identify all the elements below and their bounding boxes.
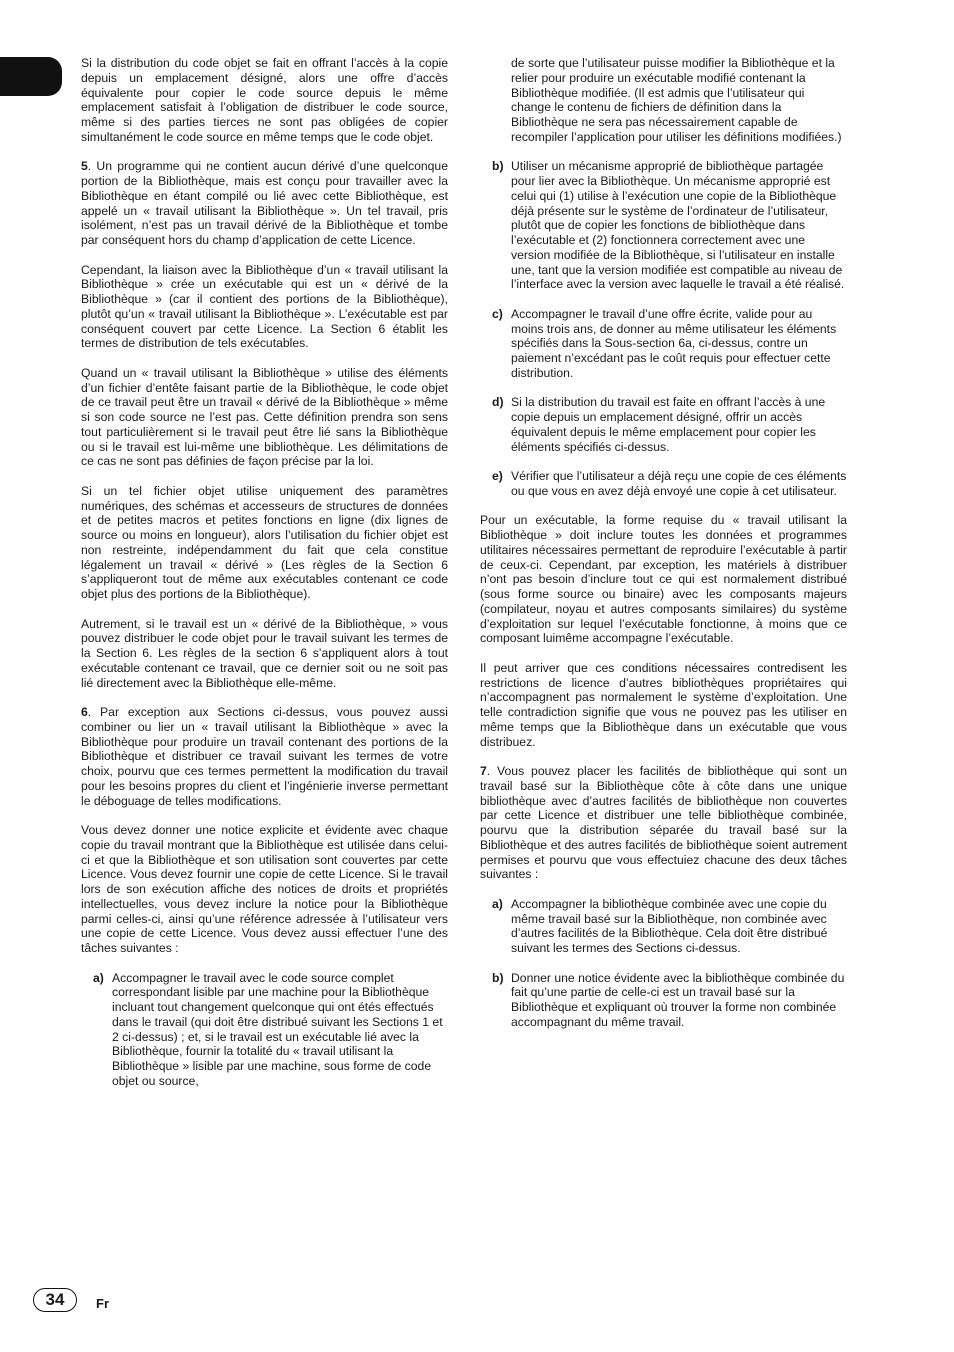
list-item-label: a) [492, 896, 503, 911]
paragraph: Pour un exécutable, la forme requise du « travail utilisant la Bibliothèque » doit inclure toutes les données et programmes utilitaires nécessaires permettant de reproduire l’exécutable à partir de ceux-ci. Cependant, par exception, les matériels à distribuer n’ont pas besoin d’inclure tout ce qui est normalement distribué (sous forme source ou binaire) avec les composants majeurs (compilateur, noyau et autres composants similaires) du système d’exploitation sur lequel l’exécutable fonctionne, à moins que ce composant luimême accompagne l’exécutable. [480, 513, 847, 646]
list-item-text: Accompagner le travail avec le code source complet correspondant lisible par une machine pour la Bibliothèque incluant tout changement quelconque qui ont étés effectués dans le travail (qui doit être distribué suivant les Sections 1 et 2 ci-dessus) ; et, si le travail est un exécutable lié avec la Bibliothèque, fournir la totalité du « travail utilisant la Bibliothèque » lisible par une machine, sous forme de code objet ou source, [112, 970, 443, 1088]
paragraph-text: . Vous pouvez placer les facilités de bibliothèque qui sont un travail basé sur la Bibliothèque côte à côte dans une unique bibliothèque avec d’autres facilités de bibliothèque non couvertes par cette Licence et distribuer une telle bibliothèque combinée, pourvu que la distribution séparée du travail basé sur la Bibliothèque et des autres facilités de bibliothèque soient autrement permises et pourvu que vous effectuiez chacune des deux tâches suivantes : [480, 764, 847, 882]
list-item-label: a) [93, 970, 104, 985]
list-item-7a [480, 897, 847, 956]
page-number: 34 [33, 1288, 77, 1312]
paragraph: Cependant, la liaison avec la Bibliothèque d’un « travail utilisant la Bibliothèque » crée un exécutable qui est un « dérivé de la Bibliothèque » (car il contient des portions de la Bibliothèque), plutôt qu’un « travail utilisant la Bibliothèque ». L’exécutable est par conséquent couvert par cette Licence. La Section 6 établit les termes de distribution de tels exécutables. [81, 262, 448, 351]
list-item-label: e) [492, 469, 503, 483]
list-item-a [81, 971, 448, 1089]
paragraph: Vous devez donner une notice explicite et évidente avec chaque copie du travail montrant que la Bibliothèque est utilisée dans celui-ci et que la Bibliothèque et son utilisation sont couvertes par cette Licence. Vous devez fournir une copie de cette Licence. Si le travail lors de son exécution affiche des notices de droits et propriétés intellectuelles, vous devez inclure la notice pour la Bibliothèque parmi celles-ci, ainsi qu’une référence adressée à l’utilisateur vers une copie de cette Licence. Vous devez aussi effectuer l’une des tâches suivantes : [81, 823, 448, 955]
paragraph-text: . Par exception aux Sections ci-dessus, vous pouvez aussi combiner ou lier un « travail utilisant la Bibliothèque » avec la Bibliothèque pour produire un travail contenant des portions de la Bibliothèque et distribuer ce travail suivant les termes de votre choix, pourvu que ces termes permettent la modification du travail pour les besoins propres du client et l’ingénierie inverse permettant le déboguage de telles modifications. [81, 705, 448, 808]
paragraph-text: . Un programme qui ne contient aucun dérivé d’une quelconque portion de la Bibliothèque, mais est conçu pour travailler avec la Bibliothèque en étant compilé ou lié avec cette Bibliothèque, est appelé un « travail utilisant la Bibliothèque ». Un tel travail, pris isolément, n’est pas un travail dérivé de la Bibliothèque et tombe par conséquent hors du champ d’application de cette Licence. [81, 159, 448, 247]
list-item-text: Accompagner le travail d’une offre écrite, valide pour au moins trois ans, de donner au même utilisateur les éléments spécifiés dans la Sous-section 6a, ci-dessus, contre un paiement n’excédant pas le coût requis pour effectuer cette distribution. [511, 306, 837, 380]
list-item-d [480, 395, 847, 454]
paragraph-section-6 [81, 705, 448, 808]
list-item-text: de sorte que l’utilisateur puisse modifier la Bibliothèque et la relier pour produire un exécutable modifié contenant la Bibliothèque modifiée. (Il est admis que l’utilisateur qui change le contenu de fichiers de définition dans la Bibliothèque ne sera pas nécessairement capable de recompiler l’application pour utiliser les définitions modifiées.) [511, 56, 842, 144]
list-item-a-continued [480, 56, 847, 145]
list-item-text: Donner une notice évidente avec la bibliothèque combinée du fait qu’une partie de celle-ci est un travail basé sur la Bibliothèque et expliquant où trouver la forme non combinée accompagnant du même travail. [511, 970, 845, 1029]
list-item-b [480, 159, 847, 292]
list-item-label: d) [492, 395, 504, 410]
paragraph: Si un tel fichier objet utilise uniquement des paramètres numériques, des schémas et accesseurs de structures de données et de petites macros et petites fonctions en ligne (dix lignes de source ou moins en longueur), alors l’utilisation du fichier objet est non restreinte, indépendamment du fait que cela constitue légalement un travail « dérivé » (Les règles de la Section 6 s’appliqueront tout de même aux exécutables contenant ce code objet plus des portions de la Bibliothèque). [81, 483, 448, 601]
list-item-text: Accompagner la bibliothèque combinée avec une copie du même travail basé sur la Bibliothèque, non combinée avec d’autres facilités de la Bibliothèque. Cela doit être distribué suivant les termes des Sections ci-dessus. [511, 896, 828, 955]
list-item-label-spacer [480, 56, 511, 145]
list-item-7b [480, 971, 847, 1030]
paragraph-section-7 [480, 764, 847, 882]
right-column [480, 56, 847, 1044]
left-column [81, 56, 448, 1103]
section-number: 6 [81, 705, 88, 719]
section-number: 7 [480, 764, 487, 778]
paragraph-section-5 [81, 159, 448, 248]
language-code: Fr [96, 1296, 109, 1311]
paragraph: Autrement, si le travail est un « dérivé de la Bibliothèque, » vous pouvez distribuer le code objet pour le travail suivant les termes de la Section 6. Les règles de la section 6 s’appliquent alors à tout exécutable contenant ce travail, que ce dernier soit ou ne soit pas lié directement avec la Bibliothèque elle-même. [81, 616, 448, 690]
list-item-label: b) [492, 159, 504, 174]
paragraph: Il peut arriver que ces conditions nécessaires contredisent les restrictions de licence d’autres bibliothèques propriétaires qui n’accompagnent pas normalement le système d’exploitation. Une telle contradiction signifie que vous ne pouvez pas les utiliser en même temps que la Bibliothèque dans un exécutable que vous distribuez. [480, 660, 847, 749]
paragraph: Si la distribution du code objet se fait en offrant l’accès à la copie depuis un emplacement désigné, alors une offre d’accès équivalente pour copier le code source depuis le même emplacement satisfait à l’obligation de distribuer le code source, même si des parties tierces ne sont pas obligées de copier simultanément le code source en même temps que le code objet. [81, 56, 448, 144]
list-item-label: b) [492, 970, 504, 985]
section-number: 5 [81, 159, 88, 174]
list-item-c [480, 307, 847, 381]
list-item-text: Utiliser un mécanisme approprié de bibliothèque partagée pour lier avec la Bibliothèque. Un mécanisme approprié est celui qui (1) utilise à l’exécution une copie de la Bibliothèque déjà présente sur le système de l’ordinateur de l’utilisateur, plutôt que de copier les fonctions de bibliothèque dans l’exécutable et (2) fonctionnera correctement avec une version modifiée de la Bibliothèque, si l’utilisateur en installe une, tant que la version modifiée est compatible au niveau de l’interface avec la version avec laquelle le travail a été réalisé. [511, 159, 845, 292]
list-item-label: c) [492, 306, 503, 321]
paragraph: Quand un « travail utilisant la Bibliothèque » utilise des éléments d’un fichier d’entête faisant partie de la Bibliothèque, le code objet de ce travail peut être un travail « dérivé de la Bibliothèque » même si son code source ne l’est pas. Cette définition prendra son sens tout particulièrement si le travail peut être lié sans la Bibliothèque ou si le travail est lui-même une bibliothèque. Les délimitations de ce cas ne sont pas définies de façon précise par la loi. [81, 365, 448, 469]
section-tab-marker [0, 57, 62, 96]
list-item-e [480, 469, 847, 499]
list-item-text: Si la distribution du travail est faite en offrant l’accès à une copie depuis un emplacement désigné, offrir un accès équivalent depuis le même emplacement pour copier les éléments spécifiés ci-dessus. [511, 395, 826, 454]
list-item-text: Vérifier que l’utilisateur a déjà reçu une copie de ces éléments ou que vous en avez déjà envoyé une copie à cet utilisateur. [511, 469, 847, 498]
